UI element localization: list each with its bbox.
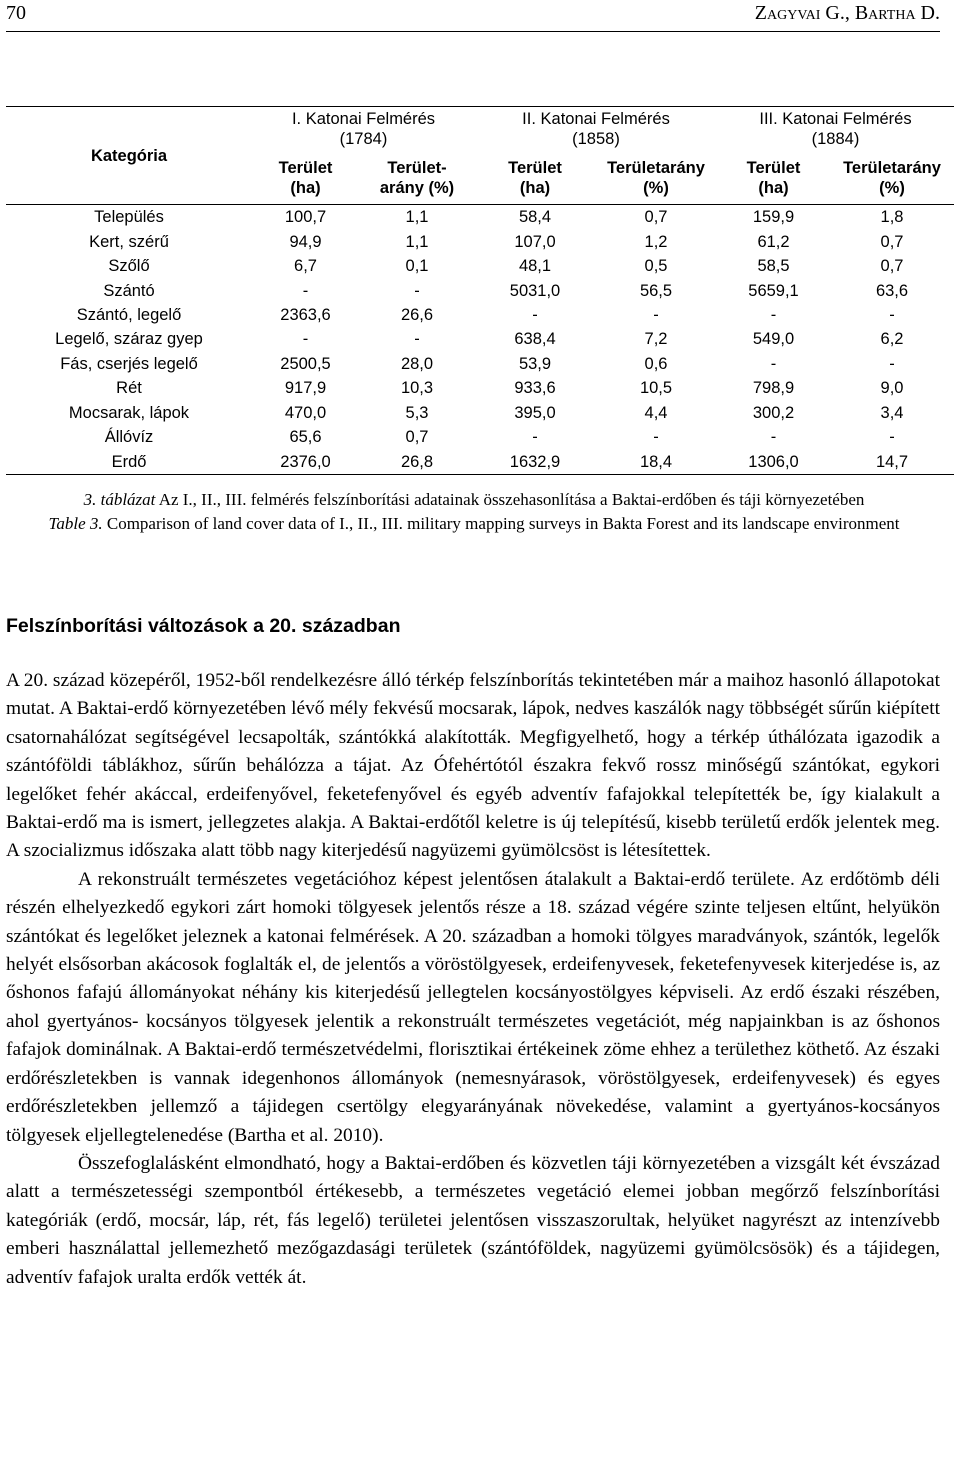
table-cell: 798,9 [752, 379, 795, 398]
table-row [6, 449, 954, 474]
caption-hungarian-label: 3. táblázat [83, 490, 156, 509]
group-title: II. Katonai Felmérés [522, 110, 670, 128]
table-cell-category: Állóvíz [104, 428, 154, 447]
table-cell: 0,6 [644, 354, 668, 373]
land-cover-table [6, 106, 954, 475]
table-cell: 26,8 [400, 452, 434, 471]
table-row [6, 425, 954, 449]
table-cell: 5659,1 [748, 281, 799, 300]
table-cell: 0,7 [644, 208, 668, 227]
table-cell: 549,0 [752, 330, 795, 349]
group-header-2 [475, 107, 717, 152]
table-cell: 1,2 [644, 232, 668, 251]
table-row [6, 229, 954, 253]
caption-hungarian [6, 488, 942, 512]
table-cell: - [889, 428, 895, 447]
group-header-1 [252, 107, 475, 152]
column-header: Terület (ha) [508, 158, 562, 197]
paragraph: Összefoglalásként elmondható, hogy a Baktai-erdőben és közvetlen táji környezetében a vizsgált két évszázad alatt a természetességi szempontból értékesebb, a természetes vegetáció elemei jobban megőrző felszínborítási kategóriák (erdő, mocsár, láp, rét, fás legelő) területei jelentősen visszaszorultak, helyüket nagyrészt az intenzívebb emberi használattal jellemezhető mezőgazdasági területek (szántóföldek, nagyüzemi gyümölcsösök) és a tájidegen, adventív fafajok uralta erdők vették át. [6, 1152, 940, 1288]
table-cell: 6,7 [294, 257, 317, 276]
table-cell: 7,2 [644, 330, 668, 349]
table-cell: 0,7 [880, 257, 904, 276]
column-header: Terület (ha) [746, 158, 801, 197]
table-row [6, 278, 954, 302]
group-title: III. Katonai Felmérés [759, 110, 912, 128]
table-cell: 1306,0 [748, 452, 799, 471]
table-cell: 300,2 [752, 403, 795, 422]
paragraph: A rekonstruált természetes vegetációhoz képest jelentősen átalakult a Baktai-erdő területe. Az erdőtömb déli részén elhelyezkedő egykori zárt homoki tölgyesek jelentős része a 18. század végére szinte teljesen eltűnt, helyükön szántókat és legelőket jeleznek a katonai felmérések. A 20. században a homoki tölgyes maradványok, szántók, legelők helyét elsősorban akácosok foglalták el, de jelentős a vöröstölgyesek, erdeifenyvesek, feketefenyvesek kiterjedése is, az őshonos fafajú állományokat néhány kis kiterjedésű jellegtelen kocsányostölgyes képviseli. Az erdő északi részében, ahol gyertyános- kocsányos tölgyesek jelentik a rekonstruált természetes vegetációt, még napjainkban is az őshonos fafajok dominálnak. A Baktai-erdő természetvédelmi, florisztikai értékeinek zöme ehhez a területhez köthető. Az északi erdőrészletekben is vannak idegenhonos állományok (nemesnyárasok, vöröstölgyesek, erdeifenyvesek) és egyes erdőrészletekben jellemző a tájidegen csertölgy elegyarányának növekedése, valamint a gyertyános-kocsányos tölgyesek eljellegtelenedése (Bartha et al. 2010). [6, 868, 940, 1146]
table-caption [6, 488, 942, 536]
table-cell: 63,6 [875, 281, 909, 300]
table-cell-category: Rét [116, 379, 142, 398]
table-cell: - [653, 428, 659, 447]
table-cell: 5031,0 [509, 281, 561, 300]
table-cell-category: Erdő [111, 452, 147, 471]
table-cell: 470,0 [284, 403, 327, 422]
table-row [6, 254, 954, 278]
table-cell: 18,4 [639, 452, 673, 471]
table-cell: 5,3 [405, 403, 429, 422]
body-text [6, 667, 940, 1292]
table-cell: 9,0 [880, 379, 904, 398]
table-row [6, 352, 954, 376]
table-cell: 1,1 [405, 208, 429, 227]
table-cell-category: Mocsarak, lápok [68, 403, 190, 422]
table-cell: 0,1 [405, 257, 429, 276]
caption-english-text: Comparison of land cover data of I., II., III. military mapping surveys in Bakta Forest and its landscape environment [102, 514, 900, 533]
table-cell: 100,7 [284, 208, 327, 227]
column-header: Területarány (%) [607, 158, 705, 197]
table-cell: - [302, 330, 309, 349]
table-cell: 4,4 [644, 403, 668, 422]
table-cell: 0,7 [405, 428, 429, 447]
table-cell: 10,5 [639, 379, 673, 398]
section-heading: Felszínborítási változások a 20. században [6, 615, 401, 637]
table-cell: 638,4 [514, 330, 556, 349]
table-cell: - [302, 281, 309, 300]
caption-english-label: Table 3. [48, 514, 103, 533]
table-cell: 94,9 [289, 232, 322, 251]
table-cell: 10,3 [400, 379, 434, 398]
table-cell: 2500,5 [280, 354, 331, 373]
table-cell-category: Szőlő [108, 257, 150, 276]
table-cell: 53,9 [518, 354, 552, 373]
page-header [6, 0, 940, 32]
group-year: (1784) [339, 130, 388, 148]
group-header-3 [717, 107, 954, 152]
table-cell: - [770, 305, 777, 324]
page-number: 70 [6, 2, 26, 24]
table-header-row [6, 107, 954, 152]
table-cell: 107,0 [514, 232, 556, 251]
table-cell: 933,6 [514, 379, 556, 398]
group-year: (1884) [811, 130, 860, 148]
table-cell: - [889, 354, 895, 373]
table-cell: 61,2 [757, 232, 790, 251]
table-cell: 58,4 [518, 208, 552, 227]
table-cell: 3,4 [880, 403, 904, 422]
table-cell: - [414, 281, 420, 300]
table-cell: 395,0 [514, 403, 556, 422]
caption-english [6, 512, 942, 536]
table-cell: 1632,9 [509, 452, 561, 471]
table-cell: 58,5 [757, 257, 790, 276]
table-cell: 159,9 [752, 208, 795, 227]
table-cell: 1,8 [880, 208, 904, 227]
table-cell: 26,6 [400, 305, 434, 324]
table-cell: - [653, 305, 659, 324]
table-row [6, 376, 954, 400]
table-cell: - [770, 354, 777, 373]
table-row [6, 303, 954, 327]
table-cell: 2363,6 [280, 305, 331, 324]
table-cell: 2376,0 [280, 452, 331, 471]
column-header: Területarány (%) [843, 158, 941, 197]
table-cell-category: Legelő, száraz gyep [55, 330, 203, 349]
group-title: I. Katonai Felmérés [291, 110, 436, 128]
table-cell: 14,7 [875, 452, 909, 471]
table-cell: 0,7 [880, 232, 904, 251]
caption-hungarian-text: Az I., II., III. felmérés felszínborítási adatainak összehasonlítása a Baktai-erdőben és táji környezetében [155, 490, 865, 509]
table-body [6, 205, 954, 475]
table-row [6, 401, 954, 425]
table-cell: 917,9 [284, 379, 327, 398]
column-header: Terület- arány (%) [379, 158, 455, 197]
table-cell: - [532, 428, 538, 447]
table-cell: 0,5 [644, 257, 668, 276]
table-cell-category: Szántó, legelő [76, 305, 182, 324]
table-cell: - [532, 305, 538, 324]
table-row [6, 205, 954, 230]
table-row [6, 327, 954, 351]
paragraph: A 20. század közepéről, 1952-ből rendelkezésre álló térkép felszínborítás tekintetében már a maihoz hasonló állapotokat mutat. A Baktai-erdő környezetében lévő mély fekvésű mocsarak, lápok, nedves kaszálók nagy többségét sűrűn kiépített csatornahálózat segítségével lecsapolták, szántókká alakították. Megfigyelhető, hogy a térkép úthálózata igazodik a szántóföldi táblákhoz, sűrűn behálózza a tájat. Az Ófehértótól északra fekvő rossz minőségű szántókat, egykori legelőket fehér akáccal, erdeifenyővel, feketefenyővel és egyéb adventív fafajokkal telepítették be, így kialakult a Baktai-erdő ma is ismert, jellegzetes alakja. A Baktai-erdőtől keletre is új telepítésű, kisebb területű erdők jelentek meg. A szocializmus időszaka alatt több nagy kiterjedésű nagyüzemi gyümölcsöst is létesítettek. [6, 670, 940, 862]
table-cell: 1,1 [405, 232, 429, 251]
table-cell-category: Szántó [103, 281, 155, 300]
table-cell: - [889, 305, 895, 324]
table-cell-category: Fás, cserjés legelő [60, 354, 198, 373]
table-cell-category: Település [94, 208, 164, 227]
category-column-header: Kategória [90, 146, 168, 165]
running-head: Zagyvai G., Bartha D. [754, 2, 940, 24]
table-cell: 56,5 [639, 281, 673, 300]
group-year: (1858) [572, 130, 620, 148]
table-cell: - [770, 428, 777, 447]
table-cell: - [414, 330, 420, 349]
table-cell: 6,2 [880, 330, 904, 349]
table-cell: 65,6 [289, 428, 322, 447]
table-cell: 48,1 [518, 257, 552, 276]
table-cell-category: Kert, szérű [89, 232, 169, 251]
column-header: Terület (ha) [278, 158, 333, 197]
table-cell: 28,0 [400, 354, 434, 373]
